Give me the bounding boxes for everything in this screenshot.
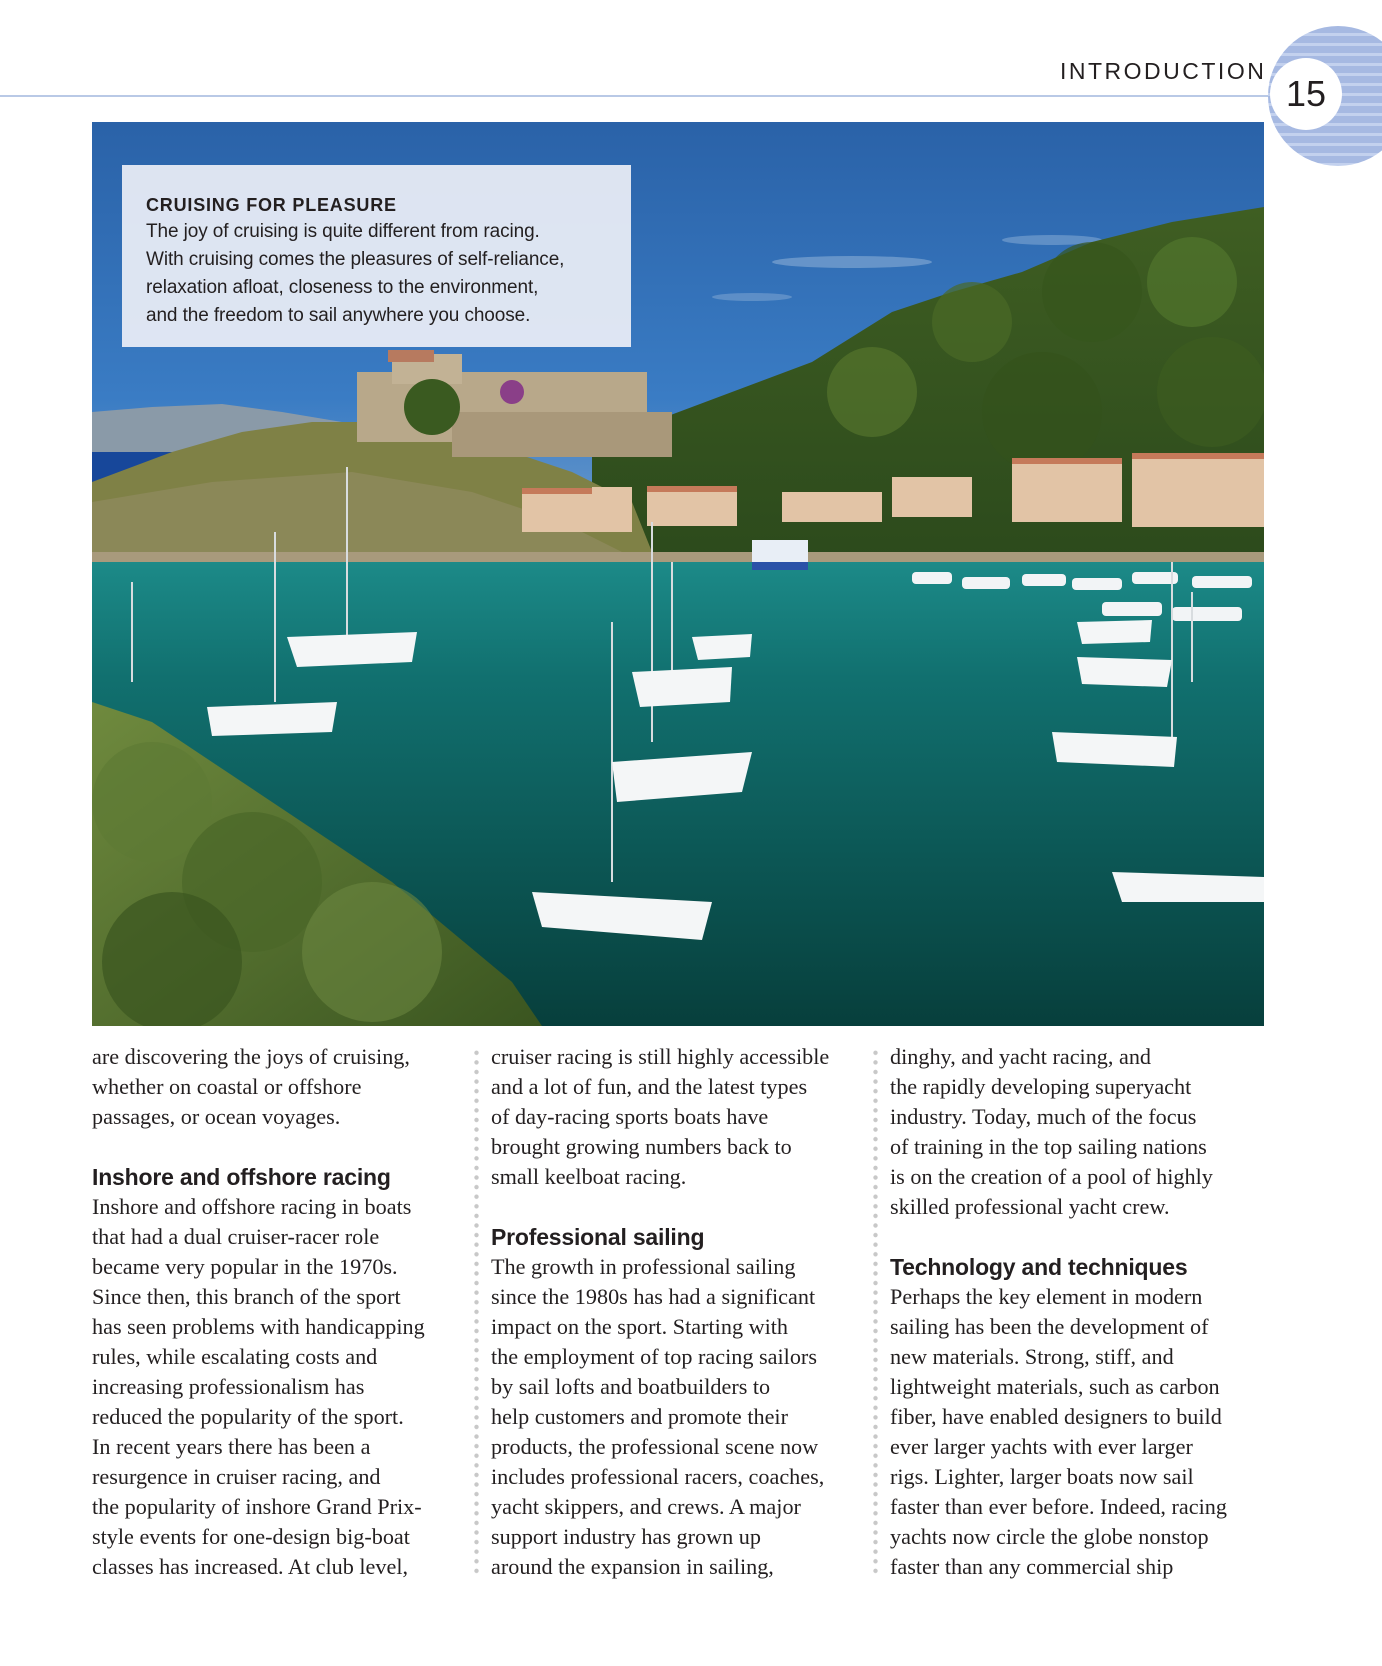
body-paragraph: [890, 1042, 1262, 1222]
text-line: became very popular in the 1970s.: [92, 1254, 398, 1279]
text-line: brought growing numbers back to: [491, 1134, 792, 1159]
text-line: includes professional racers, coaches,: [491, 1464, 825, 1489]
text-column-3: [890, 1042, 1262, 1582]
text-line: lightweight materials, such as carbon: [890, 1374, 1220, 1399]
text-line: is on the creation of a pool of highly: [890, 1164, 1213, 1189]
text-line: whether on coastal or offshore: [92, 1074, 362, 1099]
text-line: and a lot of fun, and the latest types: [491, 1074, 808, 1099]
section-heading: Technology and techniques: [890, 1254, 1188, 1280]
text-column-2: [491, 1042, 863, 1582]
text-column-1: [92, 1042, 464, 1582]
text-line: yacht skippers, and crews. A major: [491, 1494, 801, 1519]
text-line: has seen problems with handicapping: [92, 1314, 425, 1339]
text-line: faster than any commercial ship: [890, 1554, 1174, 1579]
body-paragraph: [491, 1252, 863, 1582]
text-line: skilled professional yacht crew.: [890, 1194, 1170, 1219]
section-heading: Professional sailing: [491, 1224, 705, 1250]
text-line: style events for one-design big-boat: [92, 1524, 410, 1549]
text-line: rules, while escalating costs and: [92, 1344, 378, 1369]
text-line: Perhaps the key element in modern: [890, 1284, 1203, 1309]
text-line: small keelboat racing.: [491, 1164, 687, 1189]
text-line: by sail lofts and boatbuilders to: [491, 1374, 771, 1399]
caption-line: With cruising comes the pleasures of self-reliance,: [146, 249, 565, 270]
column-divider: [474, 1048, 479, 1578]
section-title: INTRODUCTION: [1060, 58, 1267, 84]
text-line: ever larger yachts with ever larger: [890, 1434, 1193, 1459]
text-line: increasing professionalism has: [92, 1374, 365, 1399]
text-line: rigs. Lighter, larger boats now sail: [890, 1464, 1194, 1489]
text-line: Inshore and offshore racing in boats: [92, 1194, 412, 1219]
body-paragraph: [92, 1192, 464, 1582]
caption-line: relaxation afloat, closeness to the environment,: [146, 277, 539, 298]
text-line: yachts now circle the globe nonstop: [890, 1524, 1209, 1549]
text-line: the rapidly developing superyacht: [890, 1074, 1192, 1099]
text-line: cruiser racing is still highly accessible: [491, 1044, 830, 1069]
body-paragraph: [890, 1282, 1262, 1582]
text-line: In recent years there has been a: [92, 1434, 371, 1459]
text-line: new materials. Strong, stiff, and: [890, 1344, 1174, 1369]
text-line: help customers and promote their: [491, 1404, 788, 1429]
page-number: 15: [1270, 58, 1342, 130]
text-line: products, the professional scene now: [491, 1434, 819, 1459]
body-paragraph: [491, 1042, 863, 1192]
text-line: reduced the popularity of the sport.: [92, 1404, 404, 1429]
photo-caption: [122, 165, 631, 347]
text-line: classes has increased. At club level,: [92, 1554, 409, 1579]
text-line: are discovering the joys of cruising,: [92, 1044, 410, 1069]
caption-title: CRUISING FOR PLEASURE: [146, 195, 397, 215]
harbor-photo: [92, 122, 1264, 1026]
text-line: of day-racing sports boats have: [491, 1104, 769, 1129]
caption-line: and the freedom to sail anywhere you choose.: [146, 305, 531, 326]
text-line: Since then, this branch of the sport: [92, 1284, 401, 1309]
column-divider: [873, 1048, 878, 1578]
caption-line: The joy of cruising is quite different from racing.: [146, 221, 540, 242]
text-line: industry. Today, much of the focus: [890, 1104, 1197, 1129]
text-line: fiber, have enabled designers to build: [890, 1404, 1222, 1429]
text-line: of training in the top sailing nations: [890, 1134, 1207, 1159]
text-line: that had a dual cruiser-racer role: [92, 1224, 380, 1249]
text-line: around the expansion in sailing,: [491, 1554, 774, 1579]
text-line: faster than ever before. Indeed, racing: [890, 1494, 1227, 1519]
text-line: The growth in professional sailing: [491, 1254, 796, 1279]
text-line: since the 1980s has had a significant: [491, 1284, 816, 1309]
text-line: resurgence in cruiser racing, and: [92, 1464, 381, 1489]
text-line: the popularity of inshore Grand Prix-: [92, 1494, 422, 1519]
section-heading: Inshore and offshore racing: [92, 1164, 391, 1190]
body-paragraph: [92, 1042, 464, 1132]
header-rule: [0, 95, 1282, 97]
text-line: sailing has been the development of: [890, 1314, 1209, 1339]
text-line: passages, or ocean voyages.: [92, 1104, 341, 1129]
text-line: dinghy, and yacht racing, and: [890, 1044, 1152, 1069]
caption-text: [146, 218, 607, 330]
text-line: impact on the sport. Starting with: [491, 1314, 789, 1339]
text-line: the employment of top racing sailors: [491, 1344, 817, 1369]
text-line: support industry has grown up: [491, 1524, 761, 1549]
